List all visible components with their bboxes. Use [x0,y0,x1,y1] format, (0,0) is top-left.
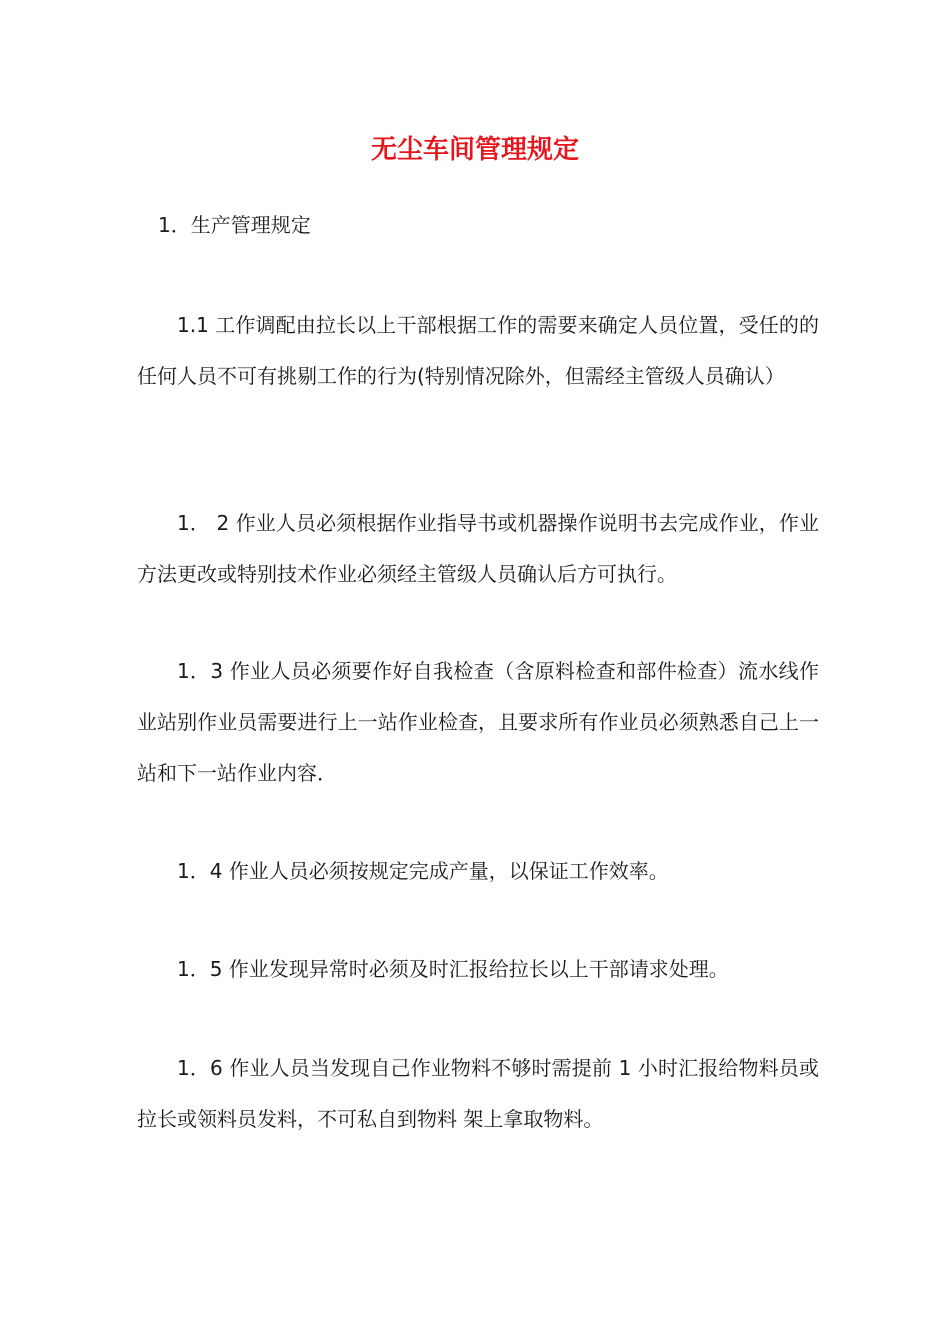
paragraph-1-4: 1．4 作业人员必须按规定完成产量，以保证工作效率。 [177,859,669,883]
document-title: 无尘车间管理规定 [370,135,579,165]
paragraph-1-3: 1．3 作业人员必须要作好自我检查（含原料检查和部件检查）流水线作业站别作业员需要进行上一站作业检查，且要求所有作业员必须熟悉自己上一站和下一站作业内容． [137,659,819,785]
paragraph-1-1: 1.1 工作调配由拉长以上干部根据工作的需要来确定人员位置，受任的的任何人员不可有挑剔工作的行为(特别情况除外，但需经主管级人员确认） [137,313,819,388]
section-heading: 1．生产管理规定 [158,213,311,237]
paragraph-1-6: 1．6 作业人员当发现自己作业物料不够时需提前 1 小时汇报给物料员或拉长或领料员发料，不可私自到物料 架上拿取物料。 [137,1056,819,1131]
paragraph-1-5: 1．5 作业发现异常时必须及时汇报给拉长以上干部请求处理。 [177,957,729,981]
paragraph-1-2: 1． 2 作业人员必须根据作业指导书或机器操作说明书去完成作业，作业方法更改或特别技术作业必须经主管级人员确认后方可执行。 [137,511,819,586]
